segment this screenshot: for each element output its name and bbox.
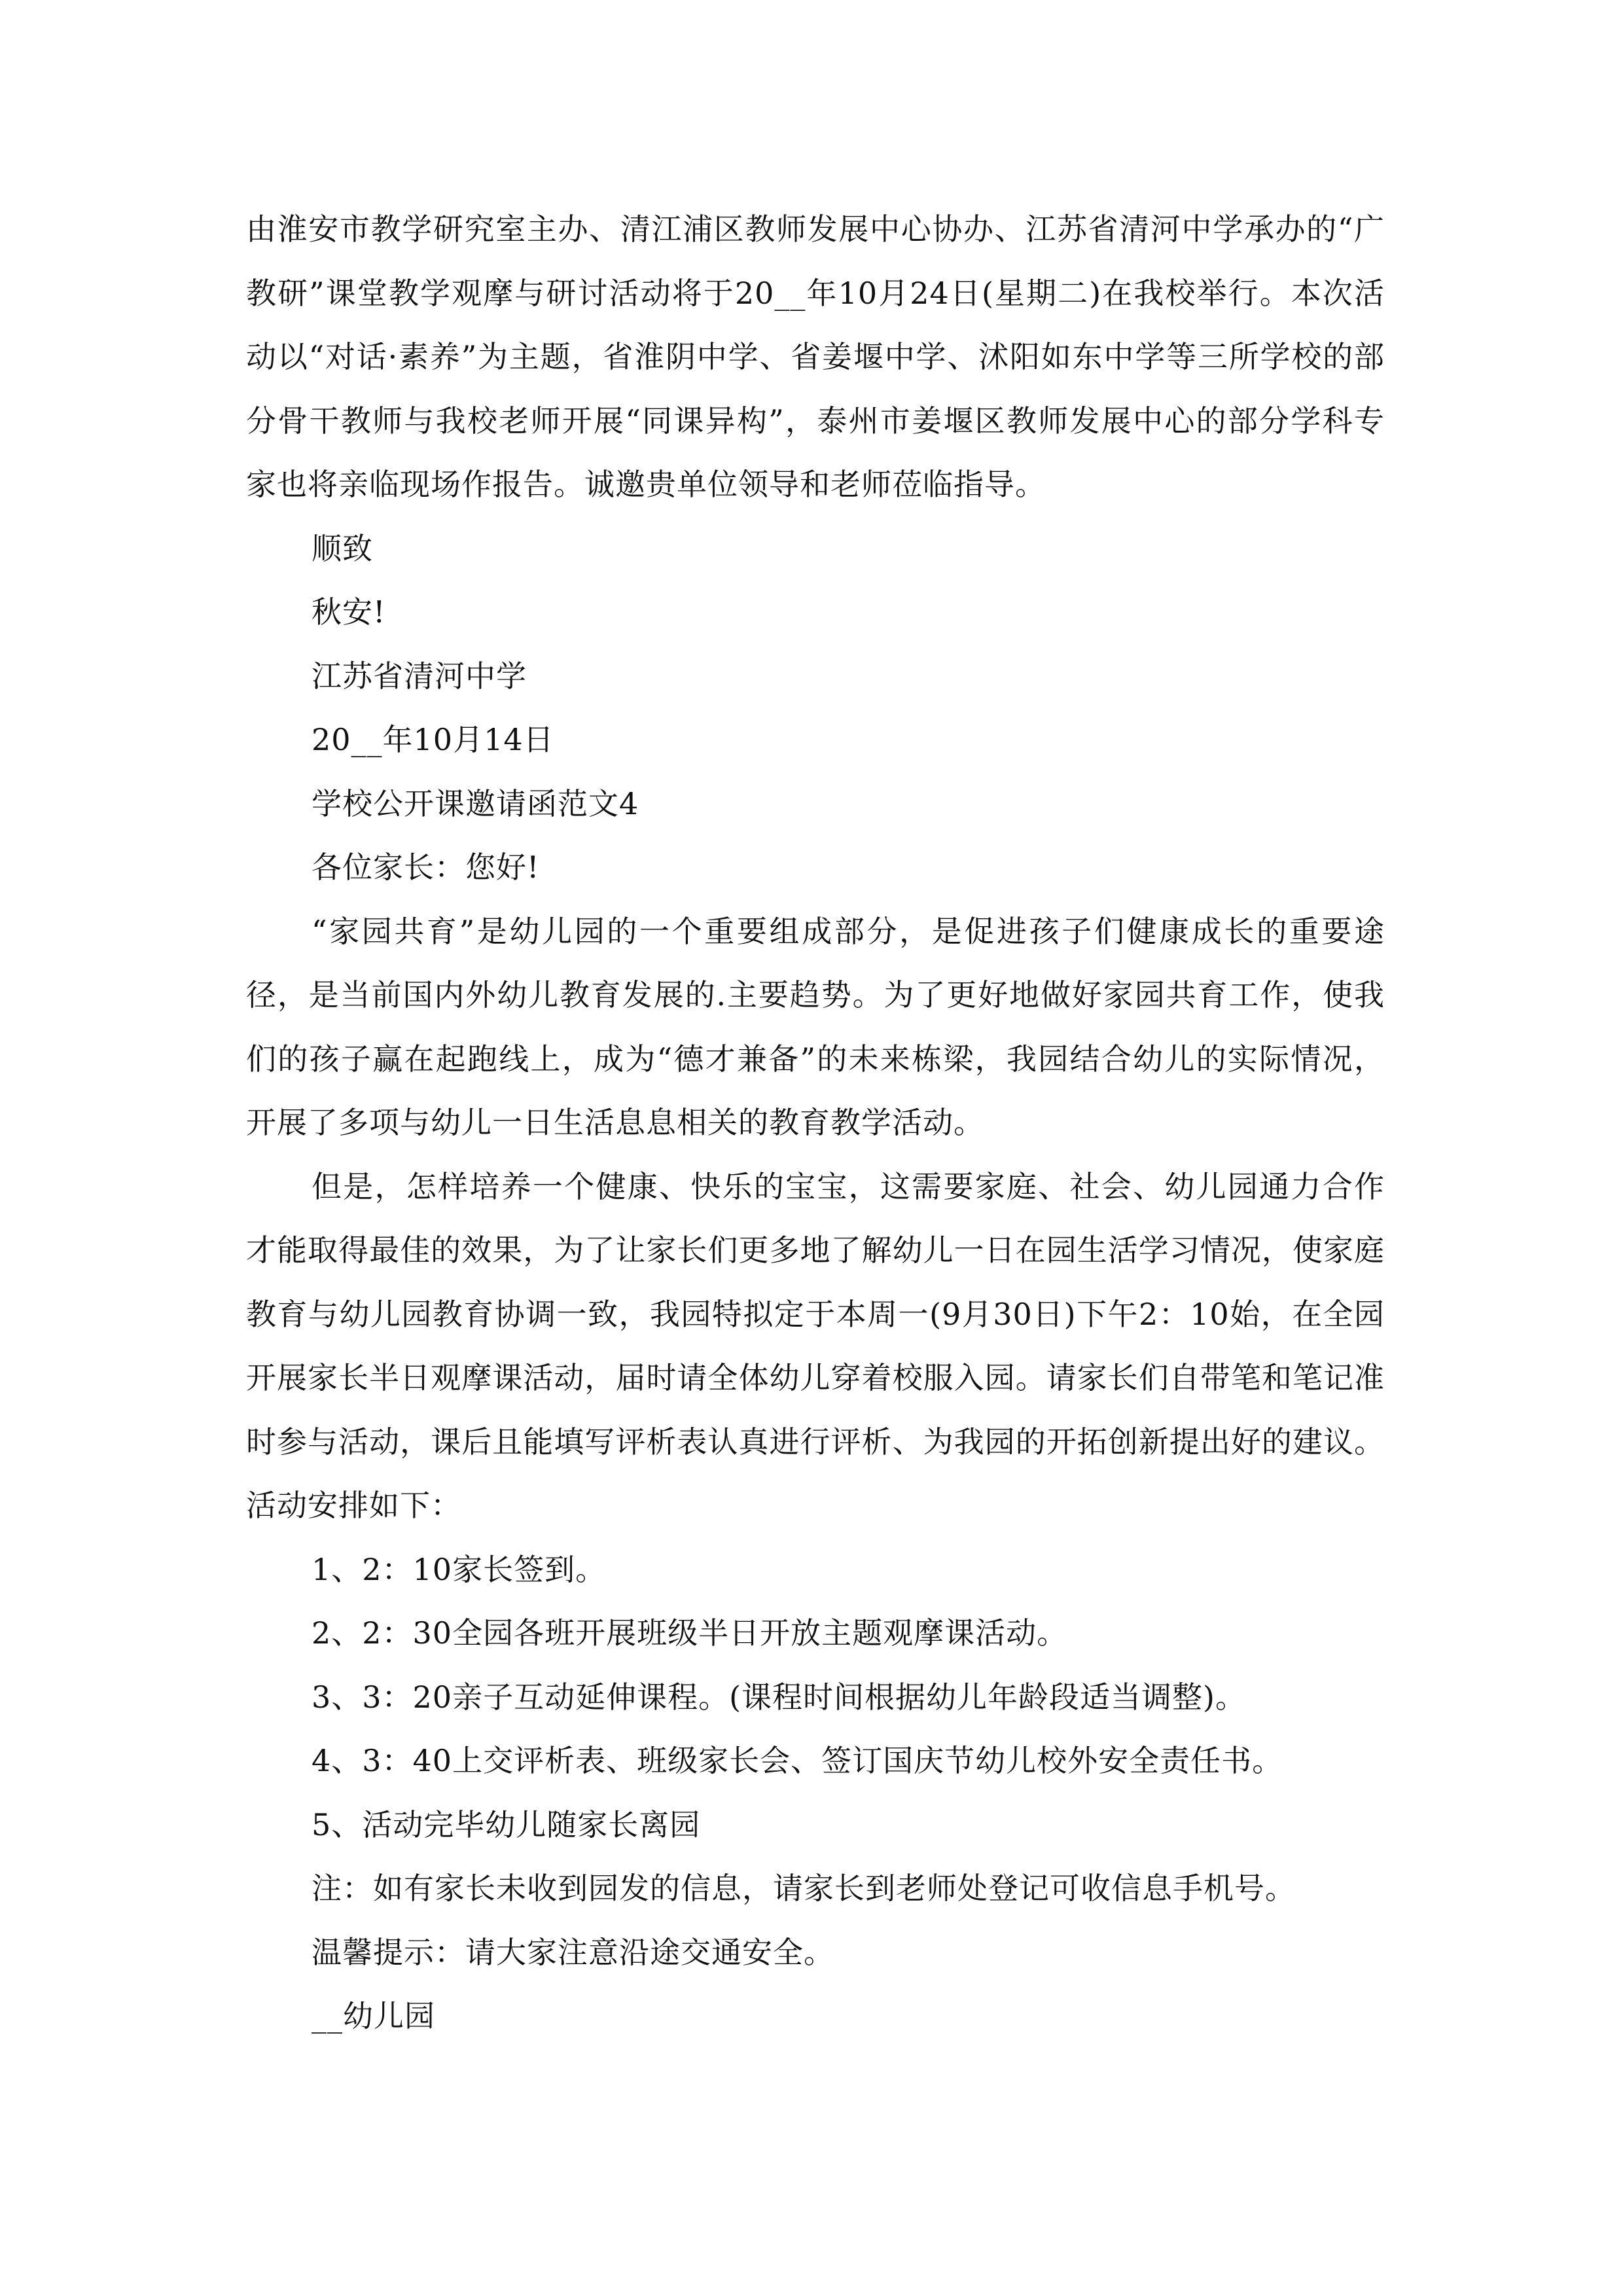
greeting: 各位家长：您好!: [312, 850, 540, 885]
intro-paragraph: “家园共育”是幼儿园的一个重要组成部分，是促进孩子们健康成长的重要途径，是当前国内外幼儿教育发展的.主要趋势。为了更好地做好家园共育工作，使我们的孩子赢在起跑线上，成为“德才兼备”的未来栋梁，我园结合幼儿的实际情况，开展了多项与幼儿一日生活息息相关的教育教学活动。: [246, 913, 1385, 1140]
schedule-item: 4、3：40上交评析表、班级家长会、签订国庆节幼儿校外安全责任书。: [312, 1743, 1283, 1778]
schedule-item: 5、活动完毕幼儿随家长离园: [312, 1806, 701, 1842]
invitation-paragraph: 由淮安市教学研究室主办、清江浦区教师发展中心协办、江苏省清河中学承办的“广教研”课堂教学观摩与研讨活动将于20__年10月24日(星期二)在我校举行。本次活动以“对话·素养”为主题，省淮阴中学、省姜堰中学、沭阳如东中学等三所学校的部分骨干教师与我校老师开展“同课异构”，泰州市姜堰区教师发展中心的部分学科专家也将亲临现场作报告。诚邀贵单位领导和老师莅临指导。: [246, 211, 1385, 502]
details-paragraph: 但是，怎样培养一个健康、快乐的宝宝，这需要家庭、社会、幼儿园通力合作才能取得最佳的效果，为了让家长们更多地了解幼儿一日在园生活学习情况，使家庭教育与幼儿园教育协调一致，我园特拟定于本周一(9月30日)下午2：10始，在全园开展家长半日观摩课活动，届时请全体幼儿穿着校服入园。请家长们自带笔和笔记准时参与活动，课后且能填写评析表认真进行评析、为我园的开拓创新提出好的建议。活动安排如下：: [246, 1168, 1385, 1523]
schedule-item: 1、2：10家长签到。: [312, 1551, 607, 1587]
signature: __幼儿园: [312, 1998, 435, 2034]
closing-wishes: 秋安!: [312, 594, 386, 630]
document-body: [246, 198, 1385, 2049]
sender-date: 20__年10月14日: [312, 722, 554, 757]
schedule-item: 3、3：20亲子互动延伸课程。(课程时间根据幼儿年龄段适当调整)。: [312, 1679, 1246, 1715]
section-title: 学校公开课邀请函范文4: [312, 785, 639, 821]
schedule-item: 2、2：30全园各班开展班级半日开放主题观摩课活动。: [312, 1615, 1068, 1651]
sender-school: 江苏省清河中学: [312, 658, 527, 694]
note: 注：如有家长未收到园发的信息，请家长到老师处登记可收信息手机号。: [312, 1871, 1296, 1906]
reminder: 温馨提示：请大家注意沿途交通安全。: [312, 1934, 834, 1970]
closing-salutation: 顺致: [312, 530, 373, 566]
